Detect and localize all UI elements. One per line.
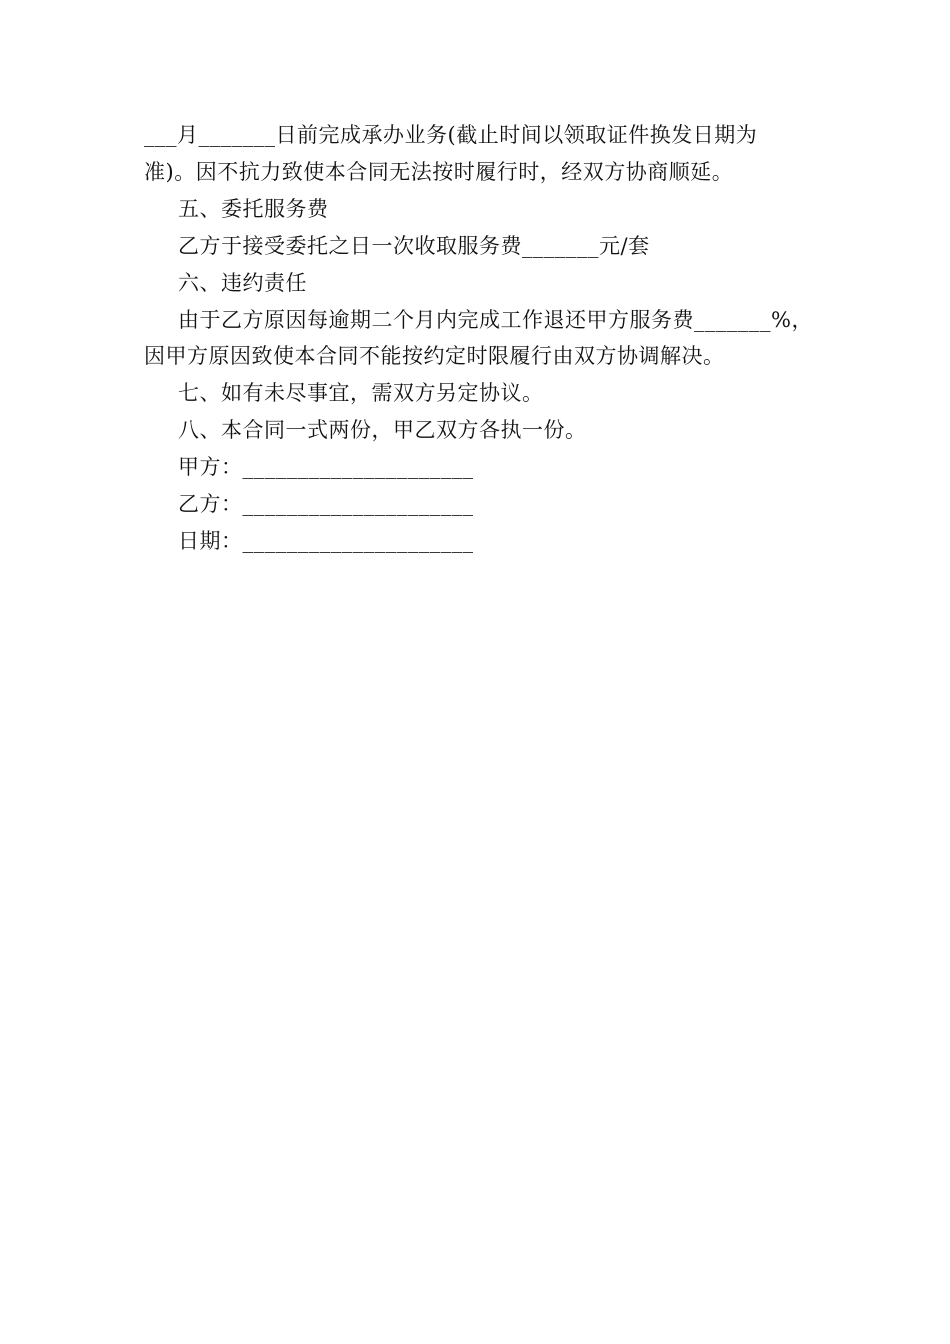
paragraph-line-party-a-delay: 因甲方原因致使本合同不能按约定时限履行由双方协调解决。 [144, 344, 725, 368]
paragraph-line-deadline: ___月_______日前完成承办业务(截止时间以领取证件换发日期为 [144, 123, 758, 147]
section-heading-liability: 六、违约责任 [178, 271, 307, 295]
section-item-eight: 八、本合同一式两份，甲乙双方各执一份。 [178, 418, 587, 442]
paragraph-line-force-majeure: 准)。因不抗力致使本合同无法按时履行时，经双方协商顺延。 [144, 160, 734, 184]
signature-line-date: 日期：_____________________ [178, 529, 474, 553]
section-heading-service-fee: 五、委托服务费 [178, 197, 329, 221]
paragraph-line-service-fee: 乙方于接受委托之日一次收取服务费_______元/套 [178, 234, 650, 258]
section-item-seven: 七、如有未尽事宜，需双方另定协议。 [178, 381, 544, 405]
paragraph-line-refund: 由于乙方原因每逾期二个月内完成工作退还甲方服务费_______%， [178, 308, 813, 332]
signature-line-party-b: 乙方：_____________________ [178, 492, 474, 516]
signature-line-party-a: 甲方：_____________________ [178, 455, 474, 479]
